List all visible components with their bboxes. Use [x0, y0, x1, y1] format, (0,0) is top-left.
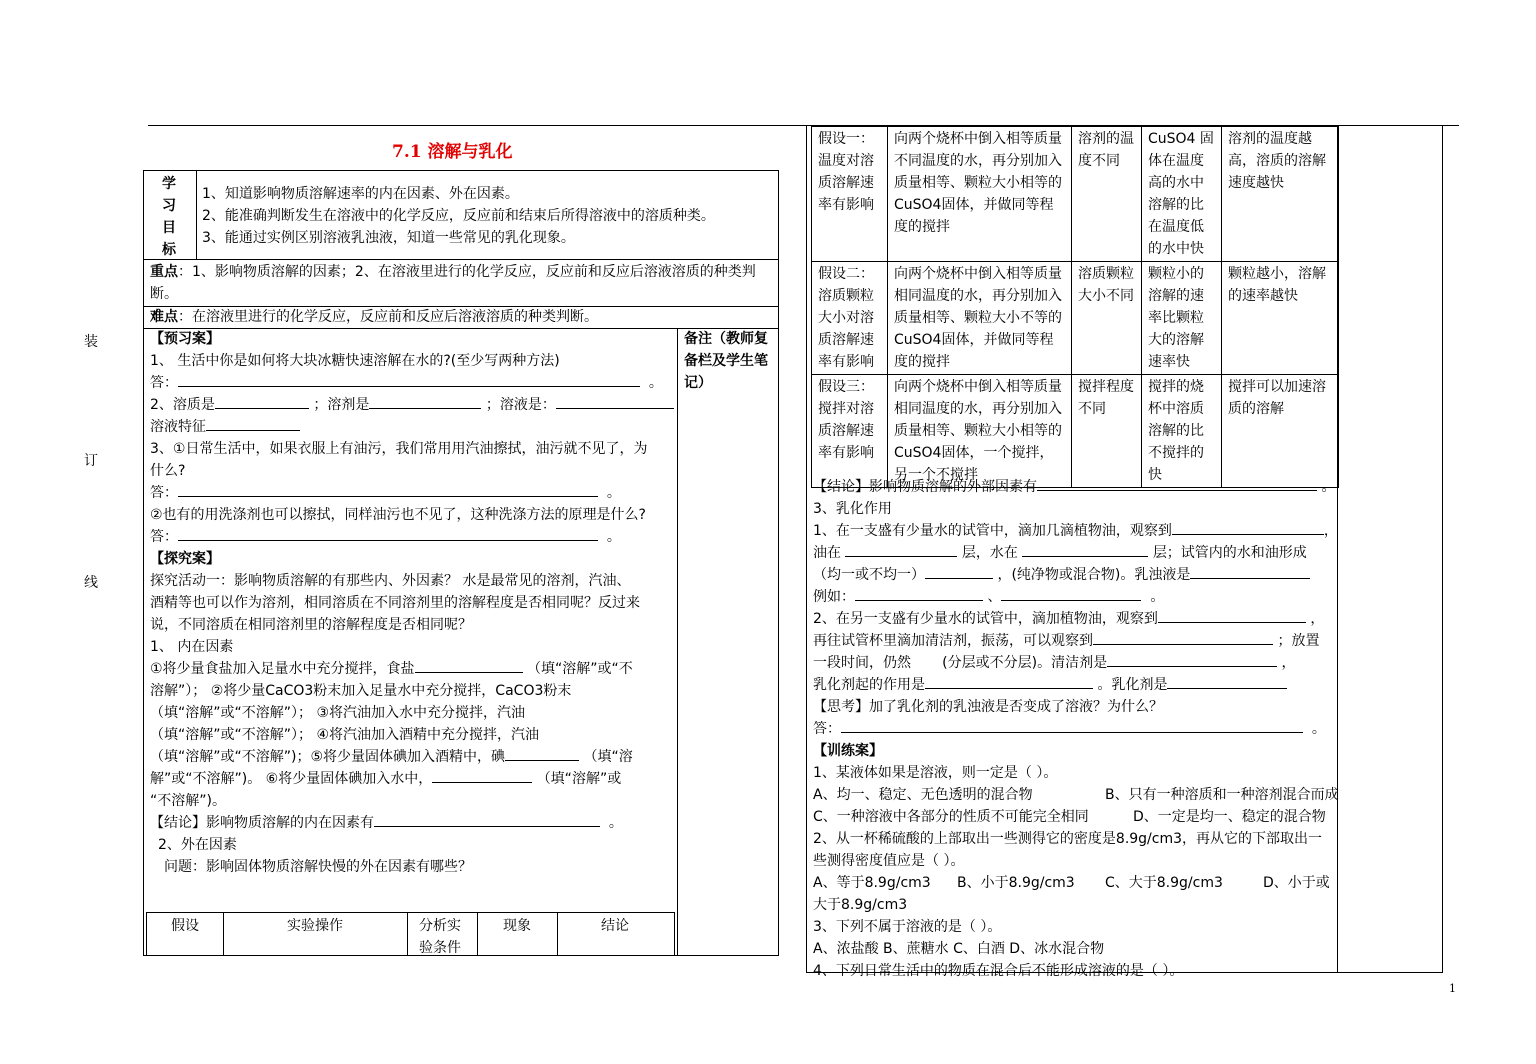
table-header-cell: 假设 — [171, 918, 199, 934]
internal-item: （填“溶解”或“不溶解”）； ④将汽油加入酒精中充分搅拌，汽油 — [150, 727, 540, 743]
explore-intro: 酒精等也可以作为溶剂，相同溶质在不同溶剂里的溶解程度是否相同呢？反过来 — [150, 595, 640, 611]
practice-q1: 1、某液体如果是溶液，则一定是（ ）。 — [813, 765, 1058, 781]
table-row — [812, 262, 1339, 375]
preview-heading: 【预习案】 — [150, 331, 220, 347]
table-header-cell: 分析实 验条件 — [419, 918, 461, 956]
internal-item: ①将少量食盐加入足量水中充分搅拌，食盐 （填“溶解”或“不 — [150, 658, 677, 680]
emulsify-q2: 再往试管杯里滴加清洁剂，振荡，可以观察到 ；放置 — [813, 630, 1337, 652]
operation-cell: 向两个烧杯中倒入相等质量不同温度的水，再分别加入质量相等、颗粒大小相等的CuSO4固体，并做同等程度的搅拌 — [888, 127, 1072, 262]
internal-item: （填“溶解”或“不溶解”)；⑤将少量固体碘加入酒精中，碘 （填“溶 — [150, 746, 677, 768]
goals-label: 学 习 目 标 — [162, 176, 176, 258]
experiment-table — [811, 126, 1339, 488]
goal-item: 3、能通过实例区别溶液乳浊液，知道一些常见的乳化现象。 — [202, 230, 575, 246]
practice-q3: 3、下列不属于溶液的是（ ）。 — [813, 919, 1002, 935]
hypothesis-cell: 假设二：溶质颗粒大小对溶质溶解速率有影响 — [812, 262, 888, 375]
external-title: 2、外在因素 — [158, 837, 237, 853]
hypothesis-cell: 假设三：搅拌对溶质溶解速率有影响 — [812, 375, 888, 488]
experiment-table-header — [146, 912, 675, 956]
conclusion-cell: 颗粒越小，溶解的速率越快 — [1222, 262, 1339, 375]
page-title: 7.1 溶解与乳化 — [392, 142, 513, 162]
phenomenon-cell: 颗粒小的溶解的速率比颗粒大的溶解速率快 — [1142, 262, 1222, 375]
phenomenon-cell: 搅拌的烧杯中溶质溶解的比不搅拌的快 — [1142, 375, 1222, 488]
margin-char-xian: 线 — [84, 575, 98, 591]
preview-q3-cont: 什么? — [150, 463, 186, 479]
explore-intro: 说，不同溶质在相同溶剂里的溶解程度是否相同呢？ — [150, 617, 472, 633]
practice-q2-option: 大于8.9g/cm3 — [813, 897, 908, 913]
practice-q3-options: A、浓盐酸 B、蔗糖水 C、白酒 D、冰水混合物 — [813, 941, 1105, 957]
practice-q2-option: C、大于8.9g/cm3 — [1105, 875, 1223, 891]
preview-q1: 1、 生活中你是如何将大块冰糖快速溶解在水的?(至少写两种方法) — [150, 353, 560, 369]
margin-char-ding: 订 — [84, 453, 98, 469]
table-row — [812, 375, 1339, 488]
condition-cell: 溶质颗粒大小不同 — [1072, 262, 1142, 375]
conclusion-cell: 溶剂的温度越高，溶质的溶解速度越快 — [1222, 127, 1339, 262]
emulsify-q1: （均一或不均一） ，(纯净物或混合物)。乳浊液是 — [813, 564, 1337, 586]
internal-title: 1、 内在因素 — [150, 639, 234, 655]
emulsify-q1: 油在 层，水在 层；试管内的水和油形成 — [813, 542, 1337, 564]
emulsify-title: 3、乳化作用 — [813, 501, 892, 517]
emulsify-section — [813, 476, 1339, 979]
practice-q2-option: D、小于或 — [1263, 875, 1330, 891]
operation-cell: 向两个烧杯中倒入相等质量相同温度的水，再分别加入质量相等、颗粒大小不等的CuSO4固体，并做同等程度的搅拌 — [888, 262, 1072, 375]
table-header-cell: 现象 — [503, 918, 531, 934]
goal-item: 2、能准确判断发生在溶液中的化学反应，反应前和结束后所得溶液中的溶质种类。 — [202, 208, 715, 224]
phenomenon-cell: CuSO4 固体在温度高的水中溶解的比在温度低的水中快 — [1142, 127, 1222, 262]
left-panel — [143, 170, 779, 956]
right-panel — [806, 125, 1443, 979]
practice-q2: 些测得密度值应是（ ）。 — [813, 853, 965, 869]
difficulty: 难点：在溶液里进行的化学反应，反应前和反应后溶液溶质的种类判断。 — [150, 309, 598, 325]
internal-item: 解”或“不溶解”)。 ⑥将少量固体碘加入水中， （填“溶解”或 — [150, 768, 677, 790]
internal-item: “不溶解”)。 — [150, 793, 226, 809]
operation-cell: 向两个烧杯中倒入相等质量相同温度的水，再分别加入质量相等、颗粒大小相等的CuSO4固体，一个搅拌，另一个不搅拌 — [888, 375, 1072, 488]
emulsify-q2: 一段时间，仍然 (分层或不分层)。清洁剂是 ， — [813, 652, 1337, 674]
preview-q2: 2、溶质是 ；溶剂是 ；溶液是： — [150, 394, 677, 416]
condition-cell: 溶剂的温度不同 — [1072, 127, 1142, 262]
table-row — [812, 127, 1339, 262]
preview-q3-answer: 答： 。 — [150, 482, 677, 504]
practice-q4: 4、下列日常生活中的物质在混合后不能形成溶液的是（ ）。 — [813, 963, 1184, 979]
key-point-cont: 断。 — [150, 286, 178, 302]
practice-q1-option: C、一种溶液中各部分的性质不可能完全相同 — [813, 809, 1089, 825]
explore-intro: 探究活动一：影响物质溶解的有那些内、外因素？ 水是最常见的溶剂，汽油、 — [150, 573, 631, 589]
notes-column-title: 备注（教师复 备栏及学生笔 记） — [684, 331, 768, 391]
explore-heading: 【探究案】 — [150, 551, 220, 567]
practice-q2-option: A、等于8.9g/cm3 — [813, 875, 931, 891]
page-number: 1 — [1449, 982, 1456, 995]
external-question: 问题：影响固体物质溶解快慢的外在因素有哪些？ — [164, 859, 472, 875]
practice-q1-option: D、一定是均一、稳定的混合物 — [1133, 809, 1326, 825]
emulsify-q1: 例如： 、 。 — [813, 586, 1337, 608]
think-question: 【思考】加了乳化剂的乳浊液是否变成了溶液？为什么？ — [813, 699, 1163, 715]
practice-q1-option: A、均一、稳定、无色透明的混合物 — [813, 787, 1033, 803]
preview-q3b-answer: 答： 。 — [150, 526, 677, 548]
preview-q2-feature: 溶液特征 — [150, 416, 677, 438]
condition-cell: 搅拌程度不同 — [1072, 375, 1142, 488]
goal-item: 1、知道影响物质溶解速率的内在因素、外在因素。 — [202, 186, 519, 202]
preview-q3: 3、①日常生活中，如果衣服上有油污，我们常用用汽油擦拭，油污就不见了，为 — [150, 441, 648, 457]
key-point: 重点：1、影响物质溶解的因素；2、在溶液里进行的化学反应，反应前和反应后溶液溶质的种类判 — [150, 264, 756, 280]
think-answer: 答： 。 — [813, 718, 1337, 740]
conclusion-external: 【结论】影响物质溶解的外部因素有 。 — [813, 476, 1337, 498]
conclusion-cell: 搅拌可以加速溶质的溶解 — [1222, 375, 1339, 488]
internal-item: 溶解”）； ②将少量CaCO3粉末加入足量水中充分搅拌，CaCO3粉末 — [150, 683, 572, 699]
practice-q2: 2、从一杯稀硫酸的上部取出一些测得它的密度是8.9g/cm3，再从它的下部取出一 — [813, 831, 1323, 847]
preview-q1-answer: 答： 。 — [150, 372, 677, 394]
conclusion-internal: 【结论】影响物质溶解的内在因素有 。 — [150, 812, 677, 834]
practice-q2-option: B、小于8.9g/cm3 — [957, 875, 1075, 891]
emulsify-q1: 1、在一支盛有少量水的试管中，滴加几滴植物油，观察到 ， — [813, 520, 1337, 542]
internal-item: （填“溶解”或“不溶解”）； ③将汽油加入水中充分搅拌，汽油 — [150, 705, 526, 721]
preview-q3b: ②也有的用洗涤剂也可以擦拭，同样油污也不见了，这种洗涤方法的原理是什么? — [150, 507, 646, 523]
practice-heading: 【训练案】 — [813, 743, 883, 759]
preview-section — [150, 328, 677, 954]
emulsify-q2: 2、在另一支盛有少量水的试管中，滴加植物油，观察到 ， — [813, 608, 1337, 630]
emulsify-q2: 乳化剂起的作用是 。乳化剂是 — [813, 674, 1337, 696]
margin-char-zhuang: 装 — [84, 334, 98, 350]
hypothesis-cell: 假设一：温度对溶质溶解速率有影响 — [812, 127, 888, 262]
table-header-cell: 实验操作 — [287, 918, 343, 934]
practice-q1-option: B、只有一种溶质和一种溶剂混合而成 — [1105, 787, 1339, 803]
table-header-cell: 结论 — [601, 918, 629, 934]
